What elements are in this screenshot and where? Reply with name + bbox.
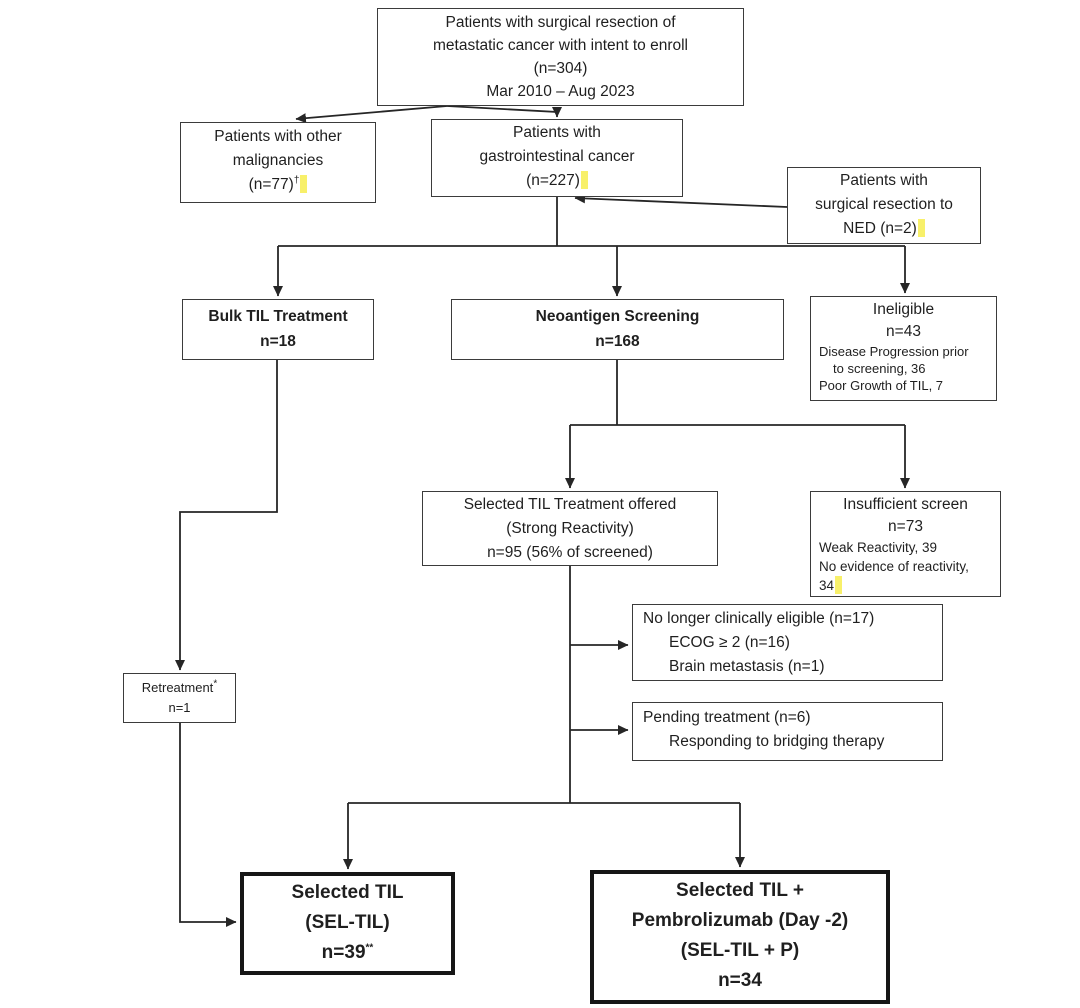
box-line: Retreatment* bbox=[141, 678, 218, 695]
box-line: Patients with bbox=[513, 124, 601, 141]
box-count: n=73 bbox=[888, 518, 923, 535]
box-line: Pending treatment (n=6) bbox=[643, 709, 811, 726]
box-line: malignancies bbox=[232, 152, 324, 169]
box-title: Ineligible bbox=[872, 301, 935, 318]
box-count: n=34 bbox=[718, 970, 762, 991]
box-pending-treatment bbox=[632, 702, 943, 761]
box-not-clinically-eligible bbox=[632, 604, 943, 681]
box-title: Insufficient screen bbox=[843, 496, 968, 513]
box-line: Responding to bridging therapy bbox=[669, 733, 885, 750]
highlight-mark bbox=[918, 219, 925, 237]
box-neoantigen-screening bbox=[451, 299, 784, 360]
box-line: Patients with other bbox=[214, 128, 342, 145]
box-line: (SEL-TIL + P) bbox=[680, 940, 800, 961]
box-line: No longer clinically eligible (n=17) bbox=[643, 610, 875, 627]
box-detail: No evidence of reactivity, bbox=[819, 559, 969, 574]
arrow-ned-to-gi bbox=[575, 198, 787, 207]
box-line: Brain metastasis (n=1) bbox=[669, 658, 825, 675]
box-line: (Strong Reactivity) bbox=[506, 520, 634, 537]
box-count: n=39** bbox=[321, 942, 374, 963]
dagger-footnote: † bbox=[293, 174, 300, 186]
box-count: n=1 bbox=[168, 700, 191, 715]
box-detail: to screening, 36 bbox=[833, 361, 926, 376]
box-line: ECOG ≥ 2 (n=16) bbox=[669, 634, 790, 651]
box-line: Mar 2010 – Aug 2023 bbox=[486, 83, 635, 100]
double-asterisk-footnote: ** bbox=[365, 942, 374, 954]
asterisk-footnote: * bbox=[213, 678, 218, 690]
box-count: n=43 bbox=[886, 323, 921, 340]
box-ineligible bbox=[810, 296, 997, 401]
box-line: metastatic cancer with intent to enroll bbox=[432, 37, 688, 54]
box-detail: Disease Progression prior bbox=[819, 344, 969, 359]
box-line: n=18 bbox=[260, 333, 296, 350]
arrow-enroll-to-gi bbox=[447, 106, 557, 117]
box-line: Selected TIL + bbox=[676, 880, 804, 901]
box-bulk-til bbox=[182, 299, 374, 360]
highlight-mark bbox=[300, 175, 307, 193]
box-detail: Poor Growth of TIL, 7 bbox=[819, 378, 944, 393]
box-detail: Weak Reactivity, 39 bbox=[819, 540, 938, 555]
box-enrollment bbox=[377, 8, 744, 106]
box-line: Bulk TIL Treatment bbox=[208, 308, 348, 325]
box-gi-cancer bbox=[431, 119, 683, 197]
box-line: (n=227) bbox=[432, 169, 682, 193]
box-line: Pembrolizumab (Day -2) bbox=[631, 910, 849, 931]
box-insufficient-screen bbox=[810, 491, 1001, 597]
box-line: n=168 bbox=[595, 333, 640, 350]
box-line: Patients with surgical resection of bbox=[445, 14, 676, 31]
box-line: (n=77)† bbox=[181, 173, 375, 197]
box-sel-til-arm bbox=[240, 872, 455, 975]
arrow-bulk-to-retreatment bbox=[180, 360, 277, 670]
box-ned-resection bbox=[787, 167, 981, 244]
highlight-mark bbox=[581, 171, 588, 189]
arrow-enroll-to-other bbox=[296, 106, 447, 119]
box-line: n=95 (56% of screened) bbox=[487, 544, 653, 561]
box-line: (SEL-TIL) bbox=[305, 912, 390, 933]
box-other-malignancies bbox=[180, 122, 376, 203]
box-detail: 34 bbox=[811, 576, 1000, 595]
highlight-mark bbox=[835, 576, 842, 594]
box-line: Selected TIL bbox=[291, 882, 404, 903]
box-selected-til-offered bbox=[422, 491, 718, 566]
box-line: Patients with bbox=[840, 172, 928, 189]
box-sel-til-pembro-arm bbox=[590, 870, 890, 1004]
box-retreatment bbox=[123, 673, 236, 723]
box-line: NED (n=2) bbox=[788, 217, 980, 241]
box-line: Neoantigen Screening bbox=[535, 308, 700, 325]
box-line: Selected TIL Treatment offered bbox=[463, 496, 677, 513]
box-line: surgical resection to bbox=[815, 196, 953, 213]
arrow-retreatment-to-seltil bbox=[180, 723, 236, 922]
box-line: gastrointestinal cancer bbox=[479, 148, 635, 165]
box-line: (n=304) bbox=[533, 60, 588, 77]
